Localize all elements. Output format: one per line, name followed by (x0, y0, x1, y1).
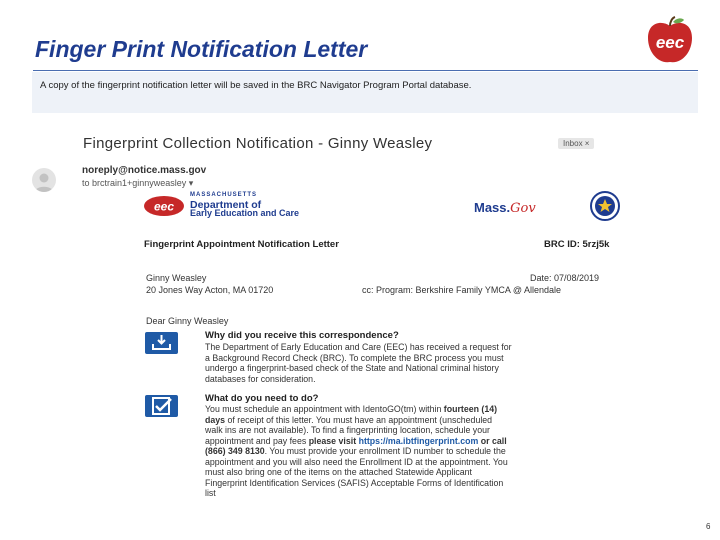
what-line: Fingerprint Identification Services (SAFIS) Acceptable Forms of Identification (205, 477, 504, 488)
caption-text: A copy of the fingerprint notification letter will be saved in the BRC Navigator Program Portal database. (40, 80, 472, 91)
email-subject: Fingerprint Collection Notification - Ginny Weasley (83, 135, 433, 152)
why-line: undergo a fingerprint-based check of the State and National criminal history (205, 363, 499, 373)
sender-avatar (32, 168, 56, 192)
page-number: 6 (706, 522, 711, 531)
letter-title: Fingerprint Appointment Notification Letter (144, 239, 339, 250)
title-divider (33, 70, 698, 71)
mass-gov-logo (474, 200, 536, 216)
what-line: appointment and pay fees please visit https://ma.ibtfingerprint.com or call (205, 435, 507, 446)
what-line: list (205, 488, 216, 498)
mass-gov-suffix: Gov (510, 201, 536, 216)
letter-salutation: Dear Ginny Weasley (146, 316, 229, 326)
letter-recipient-name: Ginny Weasley (146, 273, 207, 283)
checkbox-icon (145, 395, 178, 417)
inbox-label-chip[interactable]: Inbox × (558, 138, 594, 149)
why-line: databases for consideration. (205, 373, 316, 384)
what-body (205, 404, 635, 499)
sender-email: noreply@notice.mass.gov (82, 165, 207, 176)
person-icon (32, 168, 56, 192)
logo-text: eec (655, 33, 685, 52)
what-line: must also bring one of the items on the attached Statewide Applicant (205, 467, 473, 477)
caption-bar (32, 72, 698, 113)
why-line: The Department of Early Education and Care (EEC) has received a request for (205, 342, 512, 352)
slide-title: Finger Print Notification Letter (35, 36, 368, 62)
what-heading: What do you need to do? (205, 393, 319, 404)
state-label: MASSACHUSETTS (190, 192, 258, 198)
fingerprint-website-link[interactable]: https://ma.ibtfingerprint.com (358, 435, 479, 446)
phone-number: (866) 349 8130 (205, 446, 265, 456)
what-line: appointment and you will also need the Enrollment ID at the appointment. You (205, 456, 508, 467)
letter-cc: cc: Program: Berkshire Family YMCA @ Allendale (362, 285, 562, 295)
letter-recipient-address: 20 Jones Way Acton, MA 01720 (146, 285, 274, 295)
mass-gov-prefix: Mass. (474, 200, 511, 215)
what-line: (866) 349 8130. You must provide your enrollment ID number to schedule the (205, 446, 506, 456)
why-line: a Background Record Check (BRC). To complete the BRC process you must (205, 352, 504, 363)
letter-date: Date: 07/08/2019 (530, 273, 600, 283)
why-heading: Why did you receive this correspondence? (205, 330, 399, 341)
recipient-dropdown[interactable]: to brctrain1+ginnyweasley ▾ (82, 178, 194, 188)
what-line: You must schedule an appointment with IdentoGO(tm) within fourteen (14) (205, 404, 498, 414)
inbox-download-icon (145, 332, 178, 354)
eec-letterhead-logo (144, 196, 184, 216)
department-name-line1: Department of (190, 199, 262, 211)
department-name-line2: Early Education and Care (190, 208, 300, 218)
brc-id: BRC ID: 5rzj5k (544, 239, 610, 250)
what-line: walk ins are not available). To find a fingerprinting location, schedule your (205, 425, 490, 435)
why-body (205, 342, 635, 384)
eec-apple-logo (644, 16, 696, 66)
what-line: days of receipt of this letter. You must have an appointment (unscheduled (205, 414, 493, 425)
state-seal-icon (590, 191, 620, 221)
eec-letterhead-text: eec (153, 199, 175, 214)
